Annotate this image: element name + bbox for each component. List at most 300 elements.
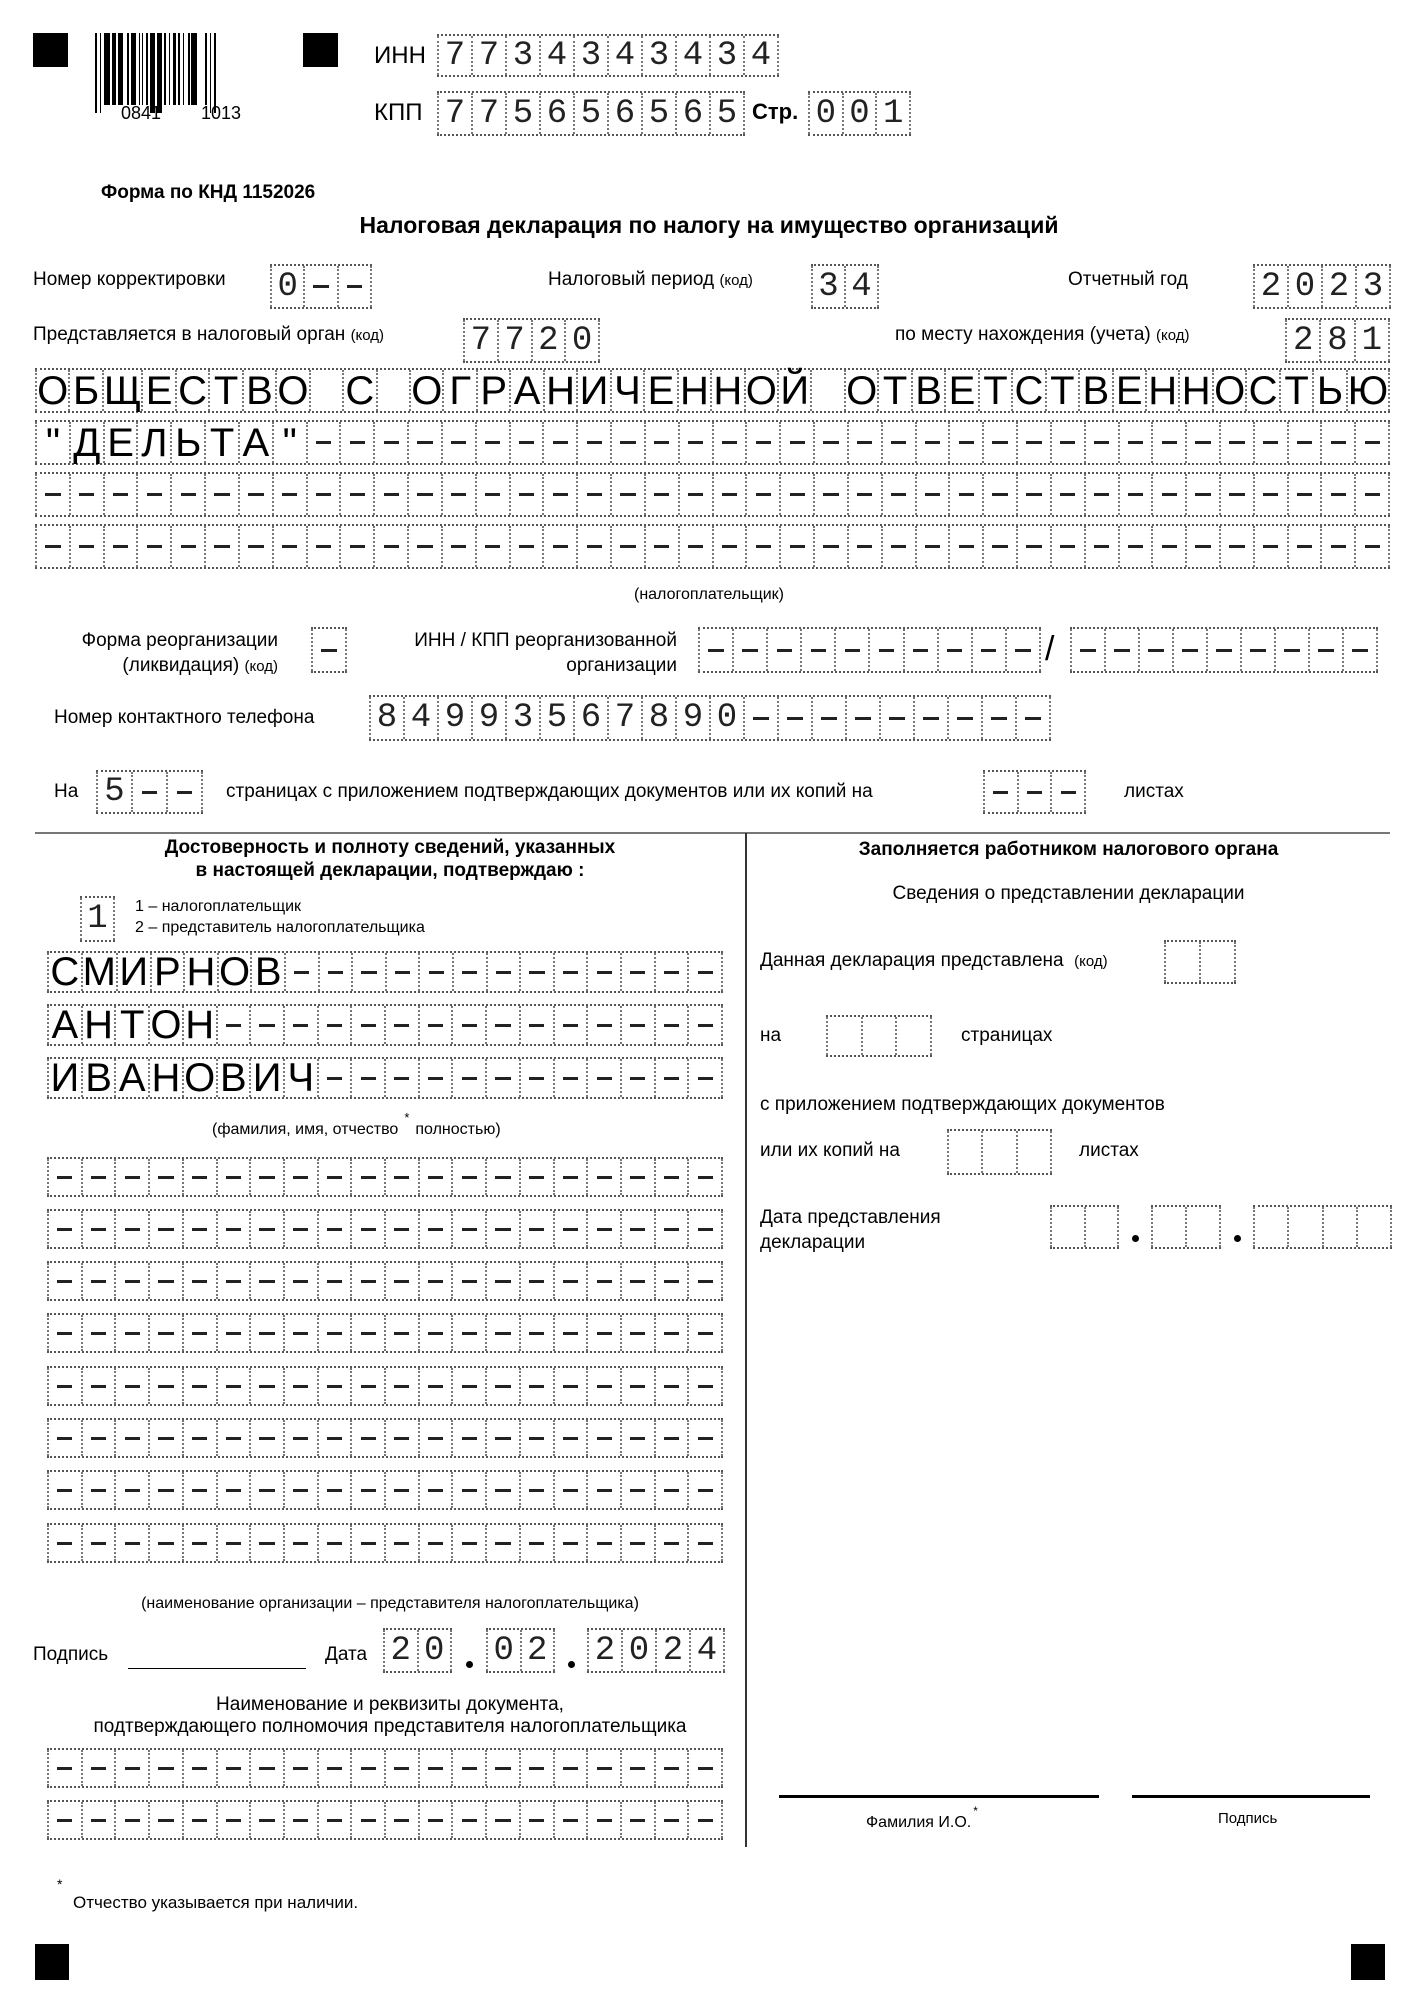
pages-count-field[interactable]: [96, 770, 203, 814]
doc-heading-line1: Наименование и реквизиты документа,: [216, 1694, 564, 1715]
char-cell: 6: [675, 93, 709, 134]
char-cell: [654, 1211, 688, 1247]
char-cell: [903, 629, 937, 671]
char-cell: 4: [844, 266, 879, 307]
char-cell: [654, 1368, 688, 1404]
barcode-bar: [214, 33, 216, 113]
char-cell: А: [47, 1006, 81, 1044]
char-cell: 1: [1354, 320, 1390, 361]
char-cell: [542, 474, 576, 515]
char-cell: 8: [1319, 320, 1353, 361]
char-cell: [249, 1750, 283, 1786]
char-cell: [283, 1420, 317, 1456]
char-cell: [136, 526, 170, 567]
reporting-year-field[interactable]: [1253, 264, 1391, 309]
rep-org-name-row[interactable]: [47, 1418, 723, 1458]
char-cell: [114, 1263, 148, 1299]
char-cell: 5: [539, 697, 573, 739]
char-cell: [947, 1131, 981, 1173]
char-cell: [485, 1802, 519, 1838]
char-cell: В: [242, 370, 275, 411]
barcode-digits-left: 0841: [121, 103, 162, 123]
char-cell: [81, 1368, 115, 1404]
char-cell: [384, 1802, 418, 1838]
char-cell: [620, 1263, 654, 1299]
char-cell: [1016, 526, 1050, 567]
char-cell: [586, 953, 620, 991]
rep-org-name-row[interactable]: [47, 1313, 723, 1353]
form-knd: Форма по КНД 1152026: [101, 182, 316, 203]
char-cell: В: [216, 1059, 250, 1097]
char-cell: [272, 526, 306, 567]
char-cell: [509, 526, 543, 567]
authority-document-row[interactable]: [47, 1800, 723, 1840]
char-cell: [654, 953, 688, 991]
char-cell: [204, 526, 238, 567]
char-cell: Н: [1145, 370, 1178, 411]
char-cell: [1287, 474, 1321, 515]
char-cell: [586, 1059, 620, 1097]
char-cell: Е: [103, 422, 137, 463]
char-cell: [915, 422, 949, 463]
char-cell: [114, 1420, 148, 1456]
char-cell: [249, 1472, 283, 1508]
date-day-field[interactable]: [383, 1628, 452, 1673]
pages-suffix: листах: [1124, 781, 1184, 802]
char-cell: [317, 1211, 351, 1247]
char-cell: О: [275, 370, 308, 411]
char-cell: [451, 1159, 485, 1195]
char-cell: [712, 422, 746, 463]
char-cell: [1287, 526, 1321, 567]
char-cell: Й: [777, 370, 810, 411]
char-cell: [687, 1263, 723, 1299]
char-cell: [350, 1525, 384, 1561]
char-cell: [418, 1368, 452, 1404]
char-cell: [553, 1750, 587, 1786]
char-cell: [982, 422, 1016, 463]
char-cell: [1287, 1207, 1321, 1247]
submission-date-day[interactable]: [1050, 1205, 1119, 1249]
char-cell: [317, 1368, 351, 1404]
char-cell: [306, 422, 340, 463]
official-fio-label: Фамилия И.О.*: [866, 1804, 978, 1831]
official-fio-line[interactable]: [779, 1795, 1099, 1798]
char-cell: [485, 1315, 519, 1351]
char-cell: [451, 1750, 485, 1786]
char-cell: [485, 1750, 519, 1786]
char-cell: [1219, 422, 1253, 463]
char-cell: [451, 1472, 485, 1508]
char-cell: [1240, 629, 1274, 671]
char-cell: [384, 1750, 418, 1786]
char-cell: [1354, 526, 1390, 567]
char-cell: [576, 422, 610, 463]
char-cell: Н: [710, 370, 743, 411]
char-cell: [216, 1159, 250, 1195]
char-cell: [350, 1368, 384, 1404]
char-cell: [35, 526, 69, 567]
char-cell: [1253, 422, 1287, 463]
char-cell: [350, 1315, 384, 1351]
date-separator-dot: [466, 1661, 473, 1668]
char-cell: [283, 1315, 317, 1351]
char-cell: [418, 1263, 452, 1299]
char-cell: 0: [1287, 266, 1321, 307]
char-cell: [485, 1472, 519, 1508]
char-cell: [306, 474, 340, 515]
char-cell: О: [1212, 370, 1245, 411]
signature-line[interactable]: [128, 1668, 306, 1669]
char-cell: [620, 1211, 654, 1247]
char-cell: [948, 526, 982, 567]
first-name-field[interactable]: [47, 1004, 723, 1046]
char-cell: [553, 1159, 587, 1195]
char-cell: [519, 1159, 553, 1195]
location-label-text: по месту нахождения (учета): [895, 324, 1151, 345]
char-cell: [1151, 474, 1185, 515]
char-cell: Т: [204, 422, 238, 463]
taxpayer-name-row[interactable]: [35, 420, 1390, 465]
char-cell: [148, 1802, 182, 1838]
char-cell: [620, 1315, 654, 1351]
char-cell: [745, 526, 779, 567]
char-cell: Щ: [103, 368, 142, 413]
surname-field[interactable]: [47, 951, 723, 993]
char-cell: [283, 1525, 317, 1561]
char-cell: [519, 1368, 553, 1404]
char-cell: [687, 953, 723, 991]
char-cell: [148, 1525, 182, 1561]
char-cell: [350, 1159, 384, 1195]
char-cell: [351, 953, 385, 991]
char-cell: [1219, 526, 1253, 567]
char-cell: [485, 1525, 519, 1561]
char-cell: 8: [641, 697, 675, 739]
char-cell: [1164, 942, 1199, 982]
authority-code-suffix: (код): [350, 327, 385, 344]
confirmation-heading-line1: Достоверность и полноту сведений, указанных: [164, 837, 616, 858]
char-cell: [249, 1006, 283, 1044]
char-cell: [182, 1315, 216, 1351]
rep-org-name-row[interactable]: [47, 1366, 723, 1406]
char-cell: ": [35, 422, 69, 463]
char-cell: [519, 1006, 553, 1044]
char-cell: [317, 1006, 351, 1044]
char-cell: [620, 1420, 654, 1456]
phone-label: Номер контактного телефона: [54, 707, 315, 728]
char-cell: [1287, 422, 1321, 463]
char-cell: [915, 526, 949, 567]
submission-date-month[interactable]: [1151, 1205, 1221, 1249]
char-cell: 3: [573, 36, 607, 75]
char-cell: [687, 1368, 723, 1404]
char-cell: [283, 1802, 317, 1838]
page-number-field[interactable]: [808, 91, 911, 136]
char-cell: [216, 1472, 250, 1508]
reorg-form-field[interactable]: [311, 627, 347, 673]
char-cell: [337, 266, 372, 307]
char-cell: В: [250, 953, 284, 991]
char-cell: Е: [141, 370, 174, 411]
char-cell: [81, 1315, 115, 1351]
rep-org-name-row[interactable]: [47, 1157, 723, 1197]
char-cell: [47, 1420, 81, 1456]
reorg-inn-kpp-label-line1: ИНН / КПП реорганизованной: [414, 630, 677, 651]
char-cell: [373, 422, 407, 463]
authority-sheets-field[interactable]: [947, 1129, 1052, 1175]
char-cell: [47, 1368, 81, 1404]
char-cell: [654, 1802, 688, 1838]
char-cell: [542, 526, 576, 567]
char-cell: О: [844, 370, 877, 411]
char-cell: [47, 1802, 81, 1838]
char-cell: [982, 474, 1016, 515]
phone-field[interactable]: [369, 695, 1051, 741]
char-cell: [81, 1472, 115, 1508]
char-cell: [1017, 772, 1051, 812]
section-divider-horizontal: [35, 832, 1390, 834]
char-cell: [971, 629, 1005, 671]
location-code-suffix: (код): [1156, 327, 1190, 344]
char-cell: [114, 1159, 148, 1195]
char-cell: 4: [607, 36, 641, 75]
char-cell: [306, 526, 340, 567]
date-year-field[interactable]: [587, 1628, 725, 1673]
correction-label: Номер корректировки: [33, 269, 226, 290]
char-cell: [1151, 526, 1185, 567]
char-cell: [586, 1315, 620, 1351]
char-cell: [745, 474, 779, 515]
char-cell: [317, 1750, 351, 1786]
char-cell: [519, 953, 553, 991]
date-month-field[interactable]: [486, 1628, 555, 1673]
char-cell: [216, 1420, 250, 1456]
char-cell: [182, 1368, 216, 1404]
confirmation-heading-line2: в настоящей декларации, подтверждаю :: [195, 860, 585, 881]
char-cell: [216, 1315, 250, 1351]
char-cell: [1172, 629, 1206, 671]
char-cell: [1084, 1207, 1120, 1247]
char-cell: [103, 526, 137, 567]
authority-document-row[interactable]: [47, 1748, 723, 1788]
doc-heading-line2: подтверждающего полномочия представителя налогоплательщика: [93, 1716, 687, 1737]
correction-number-field[interactable]: [270, 264, 372, 309]
char-cell: [103, 474, 137, 515]
char-cell: [1016, 422, 1050, 463]
char-cell: [620, 1368, 654, 1404]
char-cell: [845, 697, 879, 739]
char-cell: [1016, 474, 1050, 515]
char-cell: В: [911, 370, 944, 411]
char-cell: [451, 1211, 485, 1247]
char-cell: [1050, 1207, 1084, 1247]
submitted-code-field[interactable]: [1164, 940, 1236, 984]
char-cell: О: [409, 370, 442, 411]
char-cell: [947, 697, 981, 739]
char-cell: Н: [148, 1059, 182, 1097]
char-cell: [418, 1420, 452, 1456]
char-cell: [384, 1315, 418, 1351]
char-cell: [654, 1059, 688, 1097]
char-cell: Р: [150, 953, 184, 991]
char-cell: [881, 474, 915, 515]
char-cell: [384, 1263, 418, 1299]
char-cell: [678, 422, 712, 463]
char-cell: [610, 422, 644, 463]
char-cell: [451, 1368, 485, 1404]
char-cell: [81, 1420, 115, 1456]
char-cell: [284, 953, 318, 991]
char-cell: Б: [68, 370, 101, 411]
taxpayer-name-row[interactable]: [35, 368, 1390, 413]
char-cell: [283, 1368, 317, 1404]
char-cell: [1185, 422, 1219, 463]
char-cell: 2: [383, 1630, 417, 1671]
char-cell: [712, 474, 746, 515]
char-cell: [309, 370, 342, 411]
char-cell: Т: [877, 370, 910, 411]
char-cell: 3: [1355, 266, 1391, 307]
char-cell: [1138, 629, 1172, 671]
char-cell: [553, 1006, 587, 1044]
char-cell: [418, 953, 452, 991]
char-cell: [407, 526, 441, 567]
char-cell: [485, 1263, 519, 1299]
rep-org-name-row[interactable]: [47, 1470, 723, 1510]
char-cell: [69, 526, 103, 567]
barcode-digits-right: 1013: [201, 103, 242, 123]
sheets-count-field[interactable]: [983, 770, 1086, 814]
char-cell: 2: [1321, 266, 1355, 307]
char-cell: 3: [505, 36, 539, 75]
official-signature-line[interactable]: [1132, 1795, 1370, 1798]
char-cell: [1104, 629, 1138, 671]
char-cell: [384, 1525, 418, 1561]
char-cell: [586, 1006, 620, 1044]
char-cell: [1322, 1207, 1356, 1247]
char-cell: Ч: [610, 370, 643, 411]
page-label: Стр.: [752, 99, 799, 124]
char-cell: [451, 1006, 485, 1044]
char-cell: [1084, 526, 1118, 567]
tax-authority-field[interactable]: [463, 318, 600, 363]
char-cell: [553, 1211, 587, 1247]
rep-org-name-row[interactable]: [47, 1209, 723, 1249]
char-cell: [1354, 422, 1390, 463]
char-cell: [654, 1159, 688, 1195]
kpp-field[interactable]: [437, 91, 745, 136]
reorg-form-label: [54, 628, 278, 679]
char-cell: [895, 1017, 932, 1055]
char-cell: 6: [539, 93, 573, 134]
char-cell: Е: [1112, 370, 1145, 411]
char-cell: [283, 1211, 317, 1247]
char-cell: А: [238, 422, 272, 463]
char-cell: Н: [81, 1006, 115, 1044]
char-cell: [441, 474, 475, 515]
char-cell: [732, 629, 766, 671]
char-cell: О: [744, 370, 777, 411]
char-cell: [249, 1802, 283, 1838]
char-cell: [47, 1525, 81, 1561]
char-cell: [847, 526, 881, 567]
reorg-inn-field[interactable]: [698, 627, 1041, 673]
char-cell: 7: [471, 93, 505, 134]
tax-period-field[interactable]: [811, 264, 879, 309]
char-cell: [148, 1159, 182, 1195]
char-cell: [1320, 474, 1354, 515]
char-cell: [216, 1525, 250, 1561]
period-label-text: Налоговый период: [548, 269, 715, 290]
char-cell: [47, 1263, 81, 1299]
char-cell: [800, 629, 834, 671]
char-cell: [620, 1802, 654, 1838]
authority-sheets-suffix: листах: [1079, 1140, 1139, 1161]
char-cell: [1253, 1207, 1287, 1247]
char-cell: 3: [505, 697, 539, 739]
char-cell: [1084, 422, 1118, 463]
char-cell: 0: [842, 93, 876, 134]
char-cell: [317, 1802, 351, 1838]
char-cell: [610, 474, 644, 515]
char-cell: [1005, 629, 1041, 671]
date-separator-dot: [1132, 1235, 1139, 1242]
char-cell: 4: [675, 36, 709, 75]
signer-type-field[interactable]: [80, 896, 115, 942]
char-cell: [654, 1472, 688, 1508]
char-cell: [698, 629, 732, 671]
char-cell: [475, 526, 509, 567]
submission-date-year[interactable]: [1253, 1205, 1392, 1249]
char-cell: [687, 1472, 723, 1508]
taxpayer-name-row[interactable]: [35, 472, 1390, 517]
patronymic-field[interactable]: [47, 1057, 723, 1099]
taxpayer-name-row[interactable]: [35, 524, 1390, 569]
char-cell: [743, 697, 777, 739]
char-cell: Ч: [283, 1059, 317, 1097]
date-separator-dot: [568, 1661, 575, 1668]
char-cell: [47, 1315, 81, 1351]
form-title: Налоговая декларация по налогу на имущество организаций: [359, 212, 1059, 238]
char-cell: [283, 1472, 317, 1508]
char-cell: [485, 1368, 519, 1404]
char-cell: С: [1245, 370, 1278, 411]
rep-org-name-row[interactable]: [47, 1523, 723, 1563]
char-cell: [418, 1525, 452, 1561]
reorg-kpp-field[interactable]: [1070, 627, 1378, 673]
char-cell: 5: [573, 93, 607, 134]
char-cell: [1342, 629, 1378, 671]
char-cell: [620, 1006, 654, 1044]
char-cell: [311, 629, 347, 671]
char-cell: [687, 1802, 723, 1838]
char-cell: И: [249, 1059, 283, 1097]
inn-field[interactable]: [437, 34, 779, 77]
char-cell: 3: [709, 36, 743, 75]
char-cell: [1050, 526, 1084, 567]
location-code-field[interactable]: [1285, 318, 1390, 363]
authority-pages-field[interactable]: [826, 1015, 932, 1057]
date-label: Дата: [325, 1644, 368, 1665]
char-cell: [418, 1750, 452, 1786]
char-cell: [339, 422, 373, 463]
char-cell: [114, 1211, 148, 1247]
rep-org-name-row[interactable]: [47, 1261, 723, 1301]
char-cell: [216, 1802, 250, 1838]
char-cell: 9: [471, 697, 505, 739]
char-cell: [418, 1315, 452, 1351]
